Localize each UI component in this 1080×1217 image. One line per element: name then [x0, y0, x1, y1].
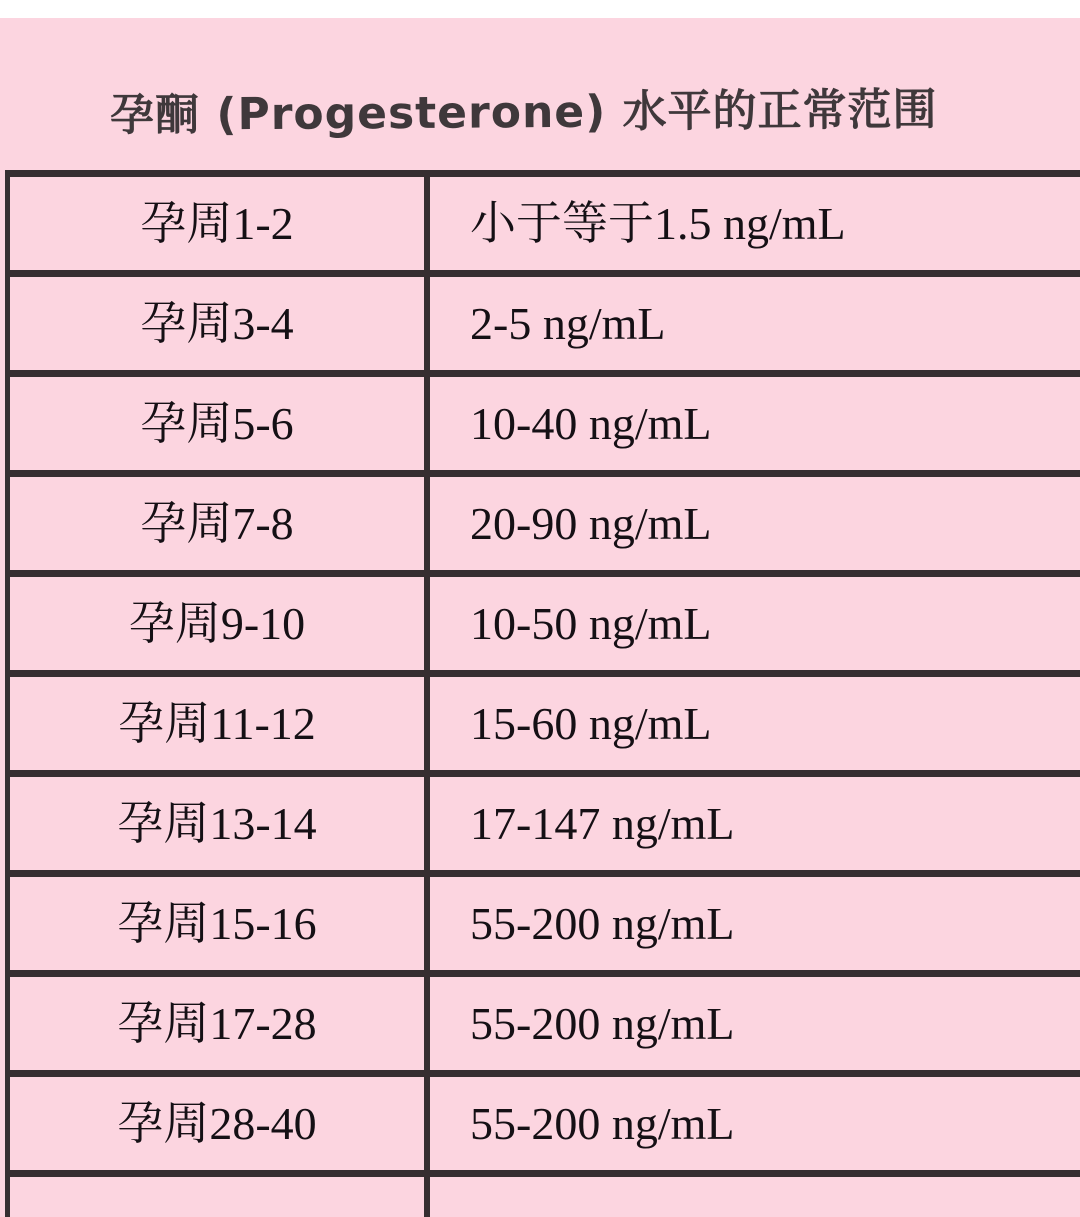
table-row	[10, 477, 1080, 577]
value-cell: 55-200 ng/mL	[470, 897, 735, 949]
table-rows	[10, 177, 1080, 1217]
value-cell: 10-50 ng/mL	[470, 597, 712, 649]
table-row	[10, 377, 1080, 477]
value-cell: 55-200 ng/mL	[470, 997, 735, 1049]
value-cell: 15-60 ng/mL	[470, 697, 712, 749]
value-cell: 55-200 ng/mL	[470, 1097, 735, 1149]
value-cell: 10-40 ng/mL	[470, 397, 712, 449]
week-cell: 孕周17-28	[10, 977, 430, 1070]
progesterone-reference-table	[5, 170, 1080, 1217]
value-cell: 20-90 ng/mL	[470, 497, 712, 549]
table-row	[10, 277, 1080, 377]
value-cell: 小于等于1.5 ng/mL	[470, 197, 846, 249]
table-row	[10, 1077, 1080, 1177]
value-cell	[430, 1177, 1080, 1217]
week-cell: 孕周11-12	[10, 677, 430, 770]
table-row	[10, 577, 1080, 677]
top-white-strip	[0, 0, 1080, 18]
table-row	[10, 977, 1080, 1077]
week-cell	[10, 1177, 430, 1217]
page-title: 孕酮 (Progesterone) 水平的正常范围	[109, 84, 938, 142]
table-row	[10, 677, 1080, 777]
week-cell: 孕周28-40	[10, 1077, 430, 1170]
value-cell: 2-5 ng/mL	[470, 297, 666, 349]
week-cell: 孕周3-4	[10, 277, 430, 370]
week-cell: 孕周13-14	[10, 777, 430, 870]
table-row	[10, 177, 1080, 277]
table-row-partial	[10, 1177, 1080, 1217]
week-cell: 孕周7-8	[10, 477, 430, 570]
week-cell: 孕周1-2	[10, 177, 430, 270]
value-cell: 17-147 ng/mL	[470, 797, 735, 849]
week-cell: 孕周9-10	[10, 577, 430, 670]
week-cell: 孕周15-16	[10, 877, 430, 970]
table-row	[10, 777, 1080, 877]
week-cell: 孕周5-6	[10, 377, 430, 470]
table-row	[10, 877, 1080, 977]
